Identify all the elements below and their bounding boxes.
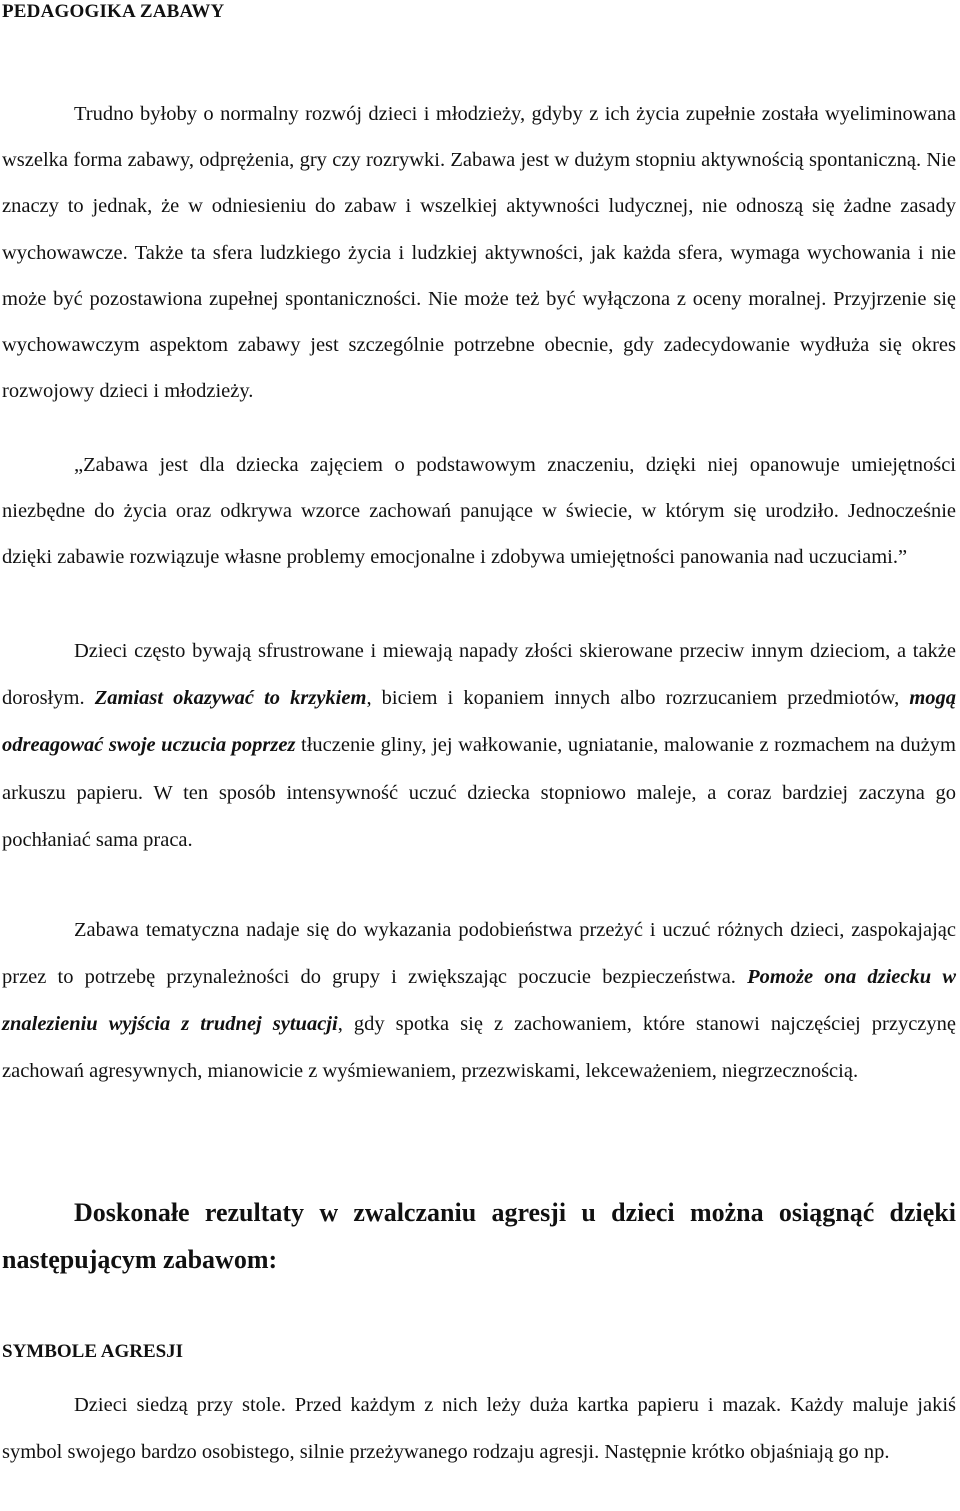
paragraph-aggression-symbols-text: Dzieci siedzą przy stole. Przed każdym z nich leży duża kartka papieru i mazak. Każdy maluje jakiś symbol swojego bardzo osobistego, silnie przeżywanego rodzaju agresji. Następnie krótko objaśniają go np. [2,1394,956,1463]
document-title: PEDAGOGIKA ZABAWY [2,1,225,22]
paragraph-thematic-play-text-2: , gdy spotka się z zachowaniem, które stanowi najczęściej przyczynę zachowań agresywnych, mianowicie z wyśmiewaniem, przezwiskami, lekceważeniem, niegrzecznością. [2,1013,956,1082]
paragraph-thematic-play-text-1: Zabawa tematyczna nadaje się do wykazania podobieństwa przeżyć i uczuć różnych dzieci, zaspokajając przez to potrzebę przynależności do grupy i zwiększając poczucie bezpieczeństwa. [2,919,956,988]
paragraph-frustration-text-2: , biciem i kopaniem innych albo rozrzucaniem przedmiotów, [366,687,910,710]
section-heading-text: Doskonałe rezultaty w zwalczaniu agresji u dzieci można osiągnąć dzięki następującym zabawom: [2,1198,956,1274]
paragraph-intro-text: Trudno byłoby o normalny rozwój dzieci i młodzieży, gdyby z ich życia zupełnie została wyeliminowana wszelka forma zabawy, odprężenia, gry czy rozrywki. Zabawa jest w dużym stopniu aktywnością spontaniczną. Nie znaczy to jednak, że w odniesieniu do zabaw i wszelkiej aktywności ludycznej, nie odnoszą się żadne zasady wychowawcze. Także ta sfera ludzkiego życia i ludzkiej aktywności, jak każda sfera, wymaga wychowania i nie może być pozostawiona zupełnej spontaniczności. Nie może też być wyłączona z oceny moralnej. Przyjrzenie się wychowawczym aspektom zabawy jest szczególnie potrzebne obecnie, gdy zadecydowanie wydłuża się okres rozwojowy dzieci i młodzieży. [2,103,956,403]
subsection-title: SYMBOLE AGRESJI [2,1341,184,1362]
paragraph-aggression-symbols [2,1382,956,1475]
paragraph-frustration [2,628,956,864]
paragraph-intro [2,91,956,414]
paragraph-frustration-emphasis-2: mogą odreagować swoje uczucia poprzez [2,687,957,757]
paragraph-frustration-emphasis-1: Zamiast okazywać to krzykiem [94,687,367,710]
section-heading [2,1189,956,1283]
paragraph-thematic-play-emphasis: Pomoże ona dziecku w znalezieniu wyjścia z trudnej sytuacji [2,966,956,1035]
paragraph-frustration-text-3: tłuczenie gliny, jej wałkowanie, ugniatanie, malowanie z rozmachem na dużym arkuszu papieru. W ten sposób intensywność uczuć dziecka stopniowo maleje, a coraz bardziej zaczyna go pochłaniać sama praca. [2,734,956,851]
paragraph-frustration-text-1: Dzieci często bywają sfrustrowane i miewają napady złości skierowane przeciw innym dzieciom, a także dorosłym. [2,640,956,710]
paragraph-thematic-play [2,907,956,1095]
paragraph-quote [2,442,956,580]
paragraph-quote-text: „Zabawa jest dla dziecka zajęciem o podstawowym znaczeniu, dzięki niej opanowuje umiejętności niezbędne do życia oraz odkrywa wzorce zachowań panujące w świecie, w którym się urodziło. Jednocześnie dzięki zabawie rozwiązuje własne problemy emocjonalne i zdobywa umiejętności panowania nad uczuciami.” [2,454,956,568]
